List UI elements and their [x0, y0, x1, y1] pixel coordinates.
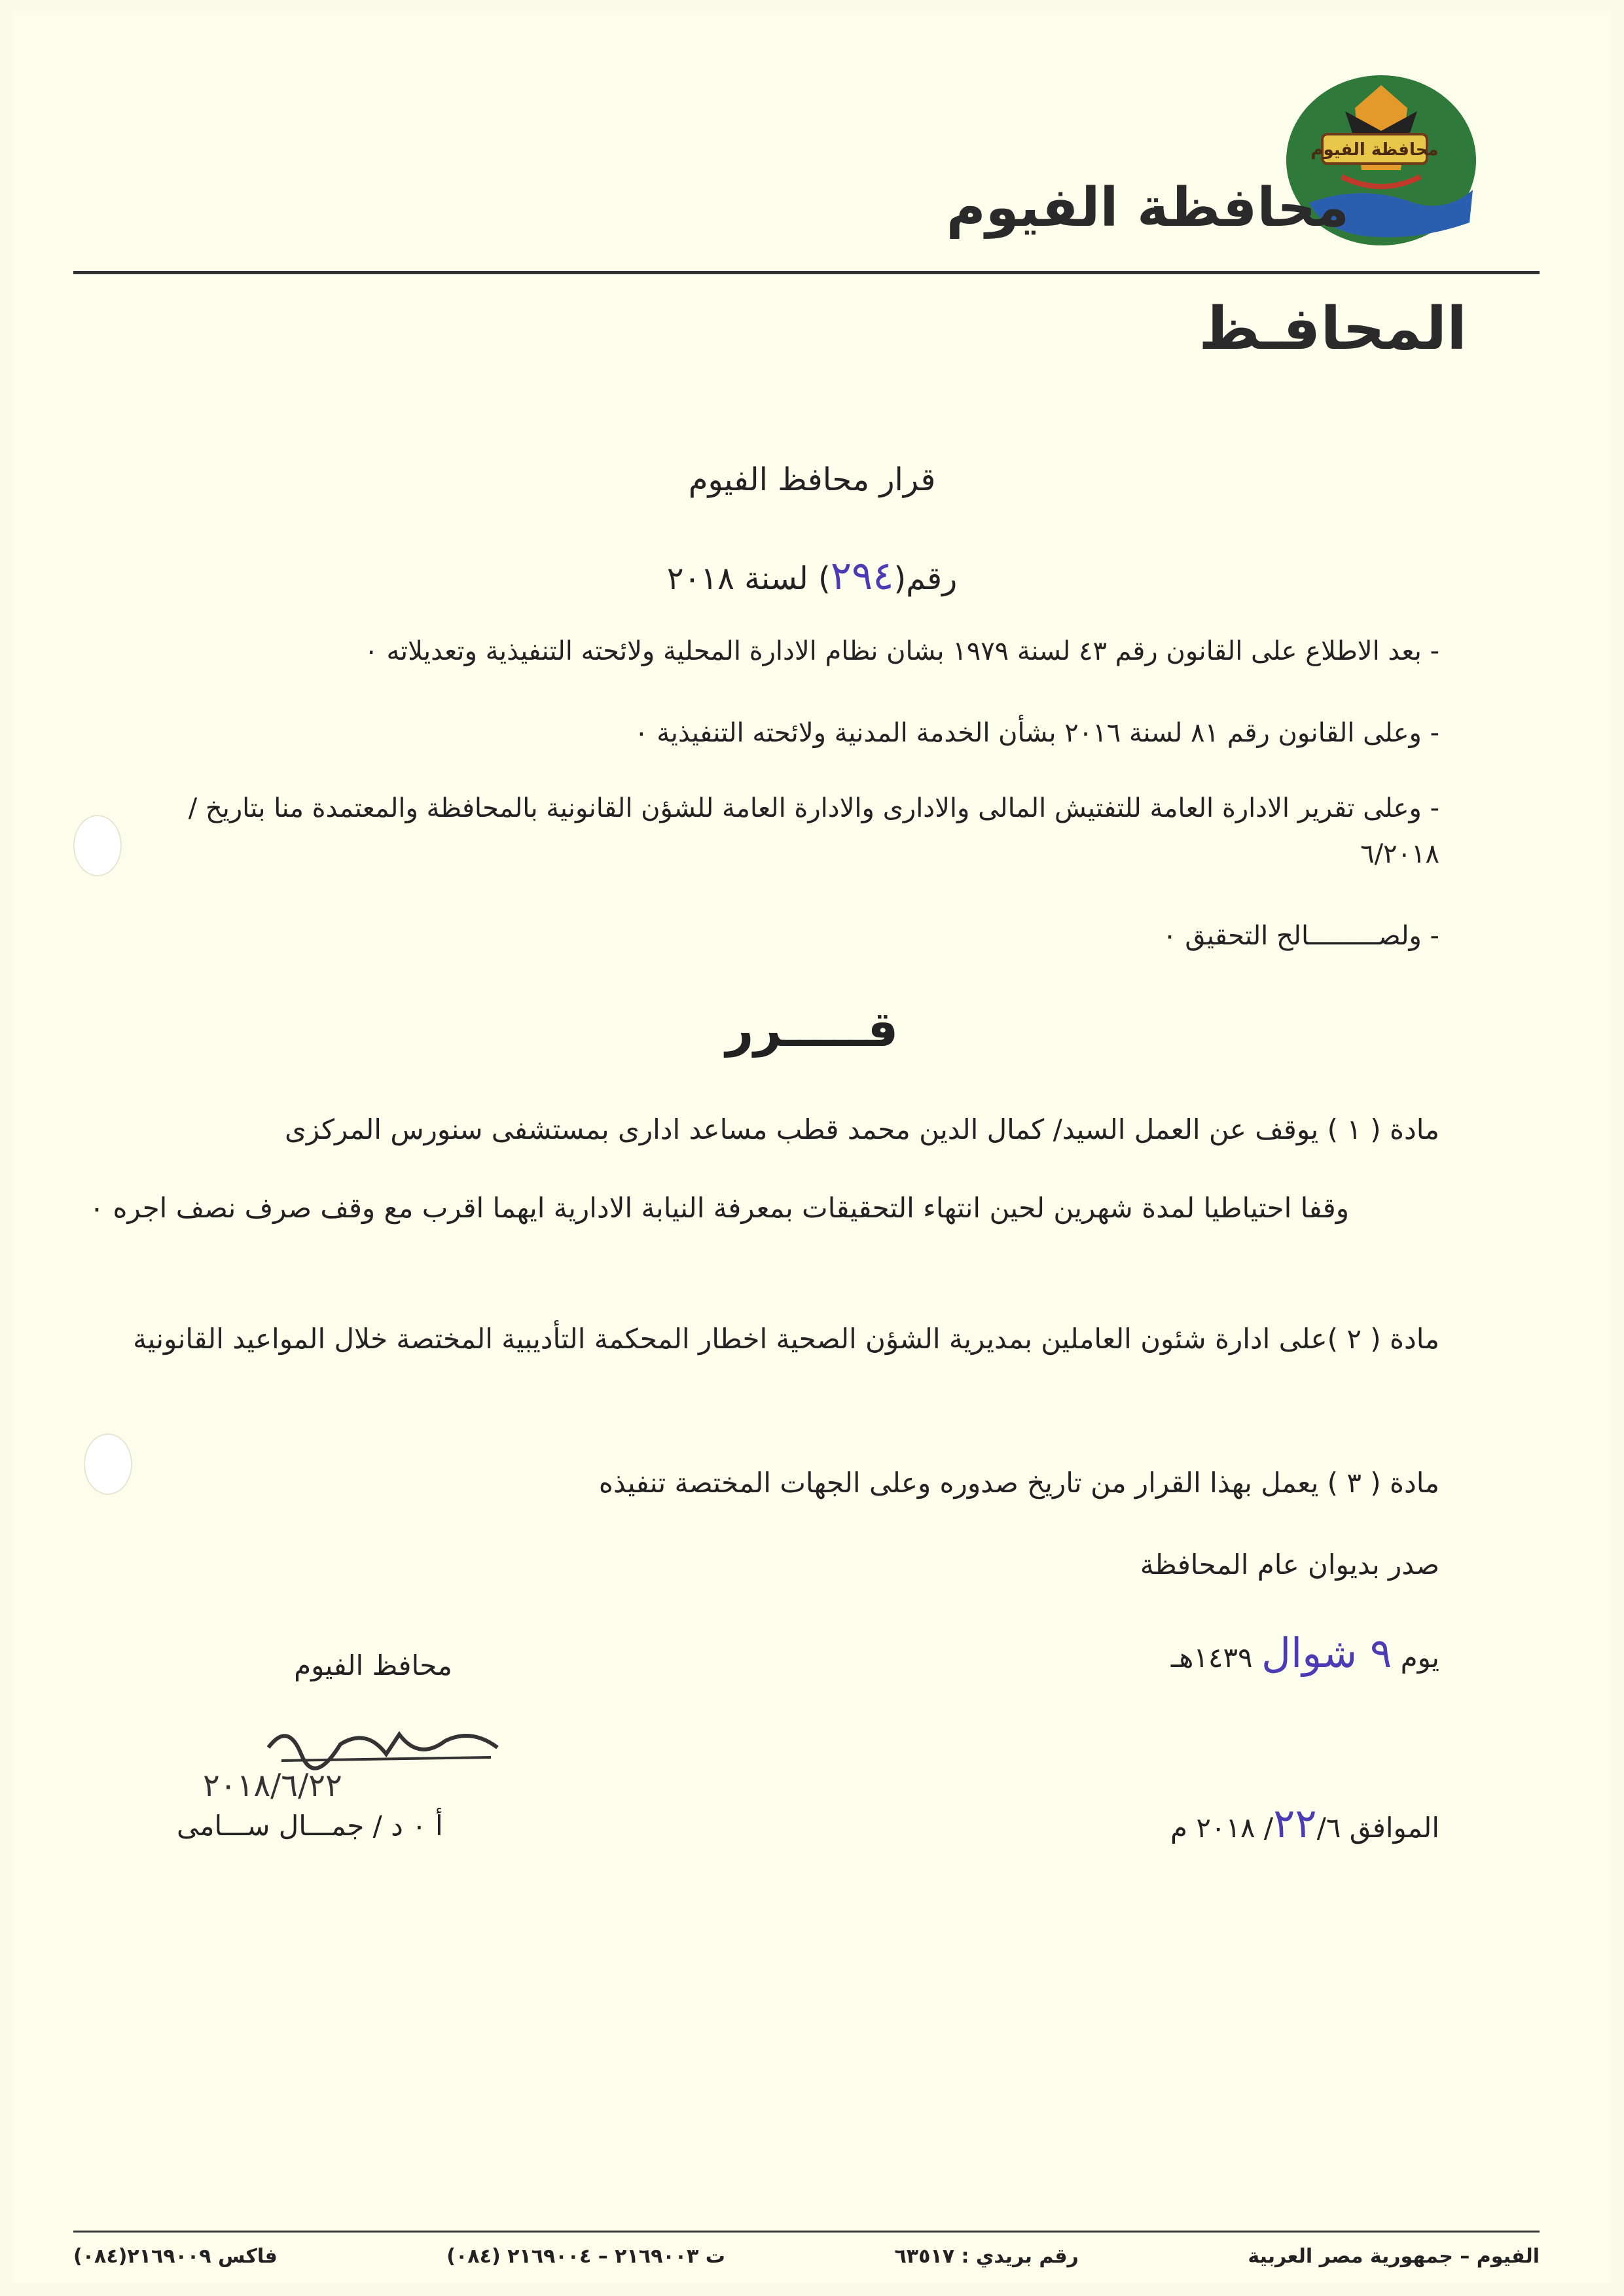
footer-postal: رقم بريدي : ٦٣٥١٧	[894, 2245, 1079, 2268]
signatory-name: أ ٠ د / جمـــال ســـامى	[177, 1810, 443, 1842]
footer	[73, 2245, 1540, 2268]
article-1-line-1: مادة ( ١ ) يوقف عن العمل السيد/ كمال الدين محمد قطب مساعد ادارى بمستشفى سنورس المركزى	[285, 1113, 1439, 1145]
article-3: مادة ( ٣ ) يعمل بهذا القرار من تاريخ صدوره وعلى الجهات المختصة تنفيذه	[598, 1467, 1439, 1499]
hijri-year: ١٤٣٩هـ	[1170, 1641, 1253, 1674]
governorate-name: محافظة الفيوم	[946, 177, 1349, 239]
resolution-heading: قـــــرر	[725, 1001, 899, 1058]
punch-hole	[73, 815, 122, 876]
footer-address: الفيوم – جمهورية مصر العربية	[1248, 2245, 1540, 2268]
hijri-handwritten: ٩ شوال	[1261, 1629, 1392, 1677]
footer-fax: فاكس ٢١٦٩٠٠٩(٠٨٤)	[73, 2245, 278, 2268]
hijri-date	[785, 1630, 1439, 1681]
decision-number-prefix: رقم(	[893, 560, 958, 597]
article-1-line-2: وقفا احتياطيا لمدة شهرين لحين انتهاء التحقيقات بمعرفة النيابة الادارية ايهما اقرب مع وقف صرف نصف اجره ٠	[89, 1192, 1349, 1224]
office-title: المحافـظ	[1199, 295, 1467, 363]
signature-handwritten-date: ٢٠١٨/٦/٢٢	[203, 1767, 342, 1804]
signature-scribble	[262, 1708, 511, 1776]
issued-at: صدر بديوان عام المحافظة	[1140, 1549, 1439, 1581]
decision-number-handwritten: ٢٩٤	[830, 553, 894, 599]
decision-number	[0, 553, 1624, 599]
signatory-title: محافظ الفيوم	[294, 1649, 452, 1681]
gregorian-date	[785, 1800, 1439, 1852]
gregorian-rest: /٦/ ٢٠١٨ م	[1170, 1812, 1341, 1844]
preamble-item: - وعلى القانون رقم ٨١ لسنة ٢٠١٦ بشأن الخدمة المدنية ولائحته التنفيذية ٠	[634, 718, 1439, 748]
footer-phone: ت ٢١٦٩٠٠٣ – ٢١٦٩٠٠٤ (٠٨٤)	[446, 2245, 725, 2268]
gregorian-handwritten-day: ٢٢	[1273, 1799, 1317, 1847]
article-2: مادة ( ٢ )على ادارة شئون العاملين بمديرية الشؤن الصحية اخطار المحكمة التأديبية المختصة خلال المواعيد القانونية	[133, 1323, 1439, 1355]
preamble-item: - وعلى تقرير الادارة العامة للتفتيش المالى والادارى والادارة العامة للشؤن القانونية بالمحافظة والمعتمدة منا بتاريخ /٦/٢٠١٨	[188, 793, 1439, 869]
gregorian-label: الموافق	[1349, 1812, 1439, 1844]
footer-divider	[73, 2231, 1540, 2233]
decision-title: قرار محافظ الفيوم	[688, 461, 936, 498]
header-divider	[73, 271, 1540, 274]
decision-number-suffix: ) لسنة ٢٠١٨	[666, 560, 831, 597]
preamble-item: - ولصـــــــــالح التحقيق ٠	[1163, 921, 1439, 951]
preamble-item: - بعد الاطلاع على القانون رقم ٤٣ لسنة ١٩٧٩ بشان نظام الادارة المحلية ولائحته التنفيذية وتعديلاته ٠	[364, 636, 1439, 666]
svg-text:محافظة الفيوم: محافظة الفيوم	[1310, 140, 1439, 160]
hijri-label: يوم	[1400, 1641, 1439, 1674]
